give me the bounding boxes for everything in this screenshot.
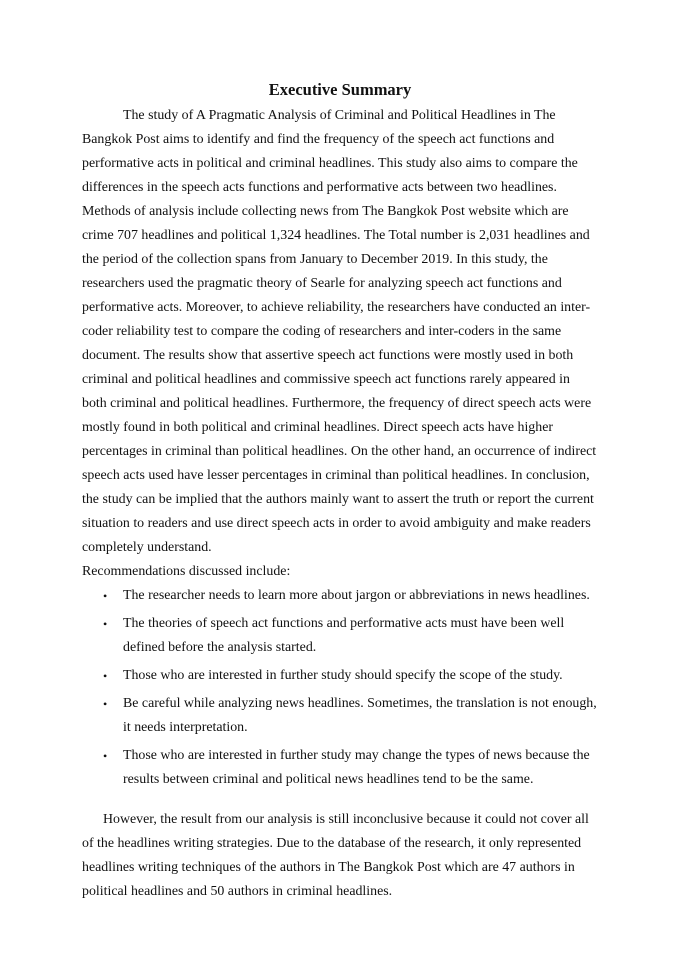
list-item	[82, 692, 598, 740]
list-item	[82, 612, 598, 660]
bullet-icon: •	[103, 589, 108, 603]
recommendations-list	[82, 584, 598, 792]
summary-paragraph: The study of A Pragmatic Analysis of Criminal and Political Headlines in The Bangkok Post aims to identify and find the frequency of the speech act functions and performative acts in political and criminal headlines. This study also aims to compare the differences in the speech acts functions and performative acts between two headlines. Methods of analysis include collecting news from The Bangkok Post website which are crime 707 headlines and political 1,324 headlines. The Total number is 2,031 headlines and the period of the collection spans from January to December 2019. In this study, the researchers used the pragmatic theory of Searle for analyzing speech act functions and performative acts. Moreover, to achieve reliability, the researchers have conducted an inter-coder reliability test to compare the coding of researchers and inter-coders in the same document. The results show that assertive speech act functions were mostly used in both criminal and political headlines and commissive speech act functions rarely appeared in both criminal and political headlines. Furthermore, the frequency of direct speech acts were mostly found in both political and criminal headlines. Direct speech acts have higher percentages in criminal than political headlines. On the other hand, an occurrence of indirect speech acts used have lesser percentages in criminal than political headlines. In conclusion, the study can be implied that the authors mainly want to assert the truth or report the current situation to readers and use direct speech acts in order to avoid ambiguity and make readers completely understand.	[82, 108, 597, 555]
bullet-icon: •	[103, 697, 108, 711]
recommendation-text: Those who are interested in further study should specify the scope of the study.	[123, 668, 563, 683]
bullet-icon: •	[103, 749, 108, 763]
recommendations-intro: Recommendations discussed include:	[82, 564, 291, 579]
list-item	[82, 664, 598, 688]
recommendation-text: The researcher needs to learn more about jargon or abbreviations in news headlines.	[123, 588, 590, 603]
list-item	[82, 744, 598, 792]
bullet-icon: •	[103, 669, 108, 683]
document-page	[82, 78, 598, 904]
recommendation-text: The theories of speech act functions and performative acts must have been well defined before the analysis started.	[123, 616, 565, 655]
closing-paragraph: However, the result from our analysis is still inconclusive because it could not cover all of the headlines writing strategies. Due to the database of the research, it only represented headlines writing techniques of the authors in The Bangkok Post which are 47 authors in political headlines and 50 authors in criminal headlines.	[82, 812, 589, 899]
recommendation-text: Those who are interested in further study may change the types of news because the results between criminal and political news headlines tend to be the same.	[123, 748, 590, 787]
bullet-icon: •	[103, 617, 108, 631]
list-item	[82, 584, 598, 608]
page-title: Executive Summary	[268, 80, 412, 99]
recommendation-text: Be careful while analyzing news headlines. Sometimes, the translation is not enough, it needs interpretation.	[123, 696, 597, 735]
